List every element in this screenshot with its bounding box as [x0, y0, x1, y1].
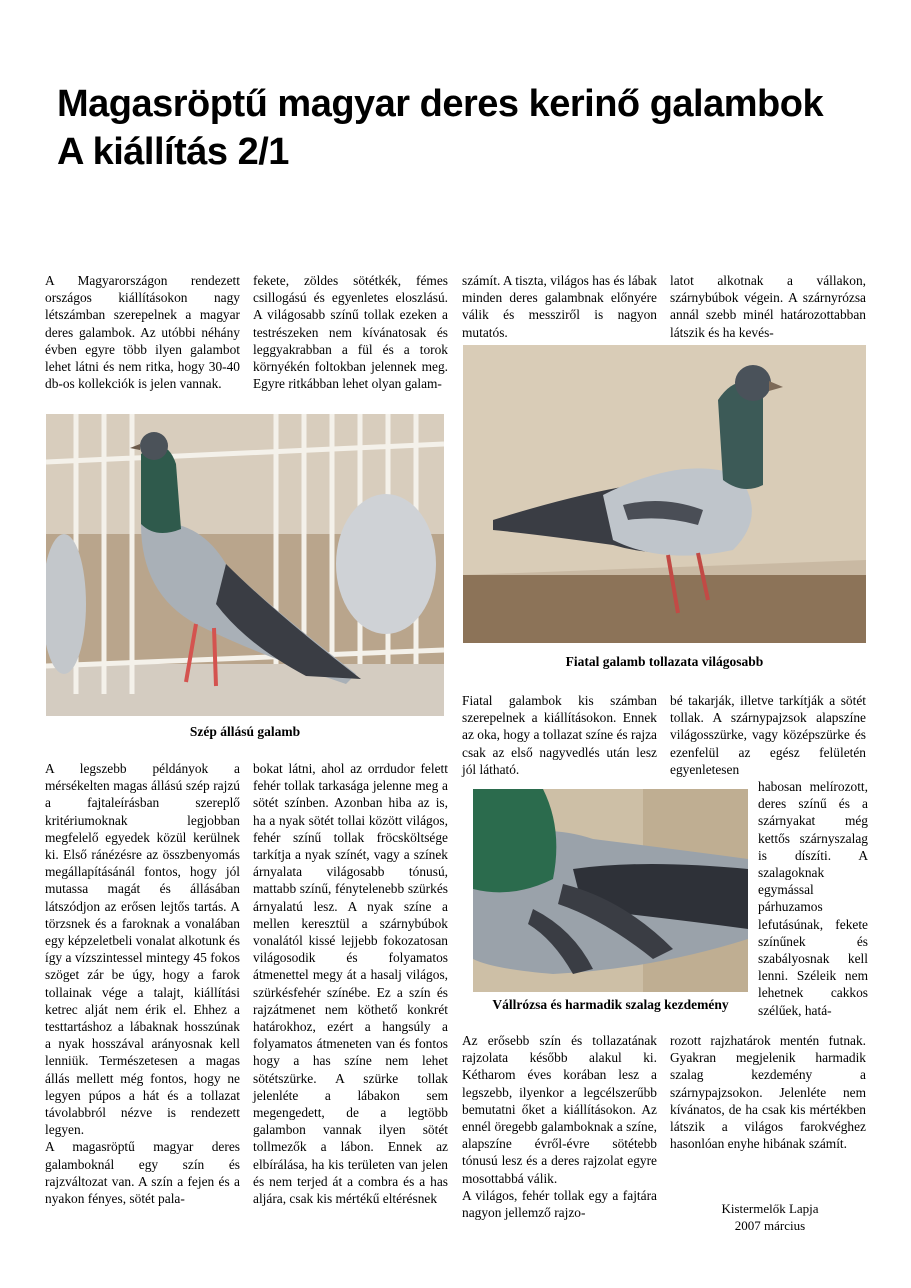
title-line-1: Magasröptű magyar deres kerinő galambok	[57, 83, 824, 125]
paragraph: A Magyarországon rendezett országos kiállításokon nagy létszámban szerepelnek a magyar deres galambok. Az utóbbi néhány évben egyre több ilyen galambot lehet látni és nem ritka, hogy 30-40 db-os kollekciók is jelen vannak.	[45, 273, 240, 392]
photo-young-pigeon	[463, 345, 866, 643]
paragraph: bokat látni, ahol az orrdudor felett fehér tollak tarkasága jelenne meg a sötét színben. Azonban hiba az is, ha a nyak sötét tollai között világos, fehér színű tollak fröcsköltsége tarkítja a nyak színét, vagy a színek árnyalata világosabb tónusú, mattabb színű, fénytelenebb szürkés árnyalatú lesz. A nyak színe a mellen keresztül a szárnybúbok vonalától kissé lejjebb fokozatosan világosodik és folyamatos átmenettel megy át a hasalj világos, szürkésfehér színébe. Ez a szín és rajzátmenet nem köthető konkrét határokhoz, ezért a hangsúly a folyamatos átmeneten van és fontos hogy a has színe nem lehet sötétszürke. A szürke tollak jelenléte a lábakon sem megengedett, de a legtöbb galambon vannak ilyen sötét tollmezők a lábon. Ennek az elbírálása, ha kis területen van jelen és nem terjed át a combra és a has aljára, csak kis mértékű eltérésnek	[253, 761, 448, 1207]
column-3-top	[462, 272, 657, 341]
footer-source	[690, 1200, 850, 1234]
photo-wing-detail-image	[473, 789, 748, 992]
paragraph: Az erősebb szín és tollazatának rajzolata később alakul ki. Kétharom éves korában lesz a legszebb, ilyenkor a legcélszerűbb bemutatni őket a kiállításokon. Az ennél öregebb galamboknak a színe, alapszíne évről-évre sötétebb tónusú lesz és a deres rajzolat egyre mosottabbá válik.	[462, 1033, 657, 1186]
column-2-bottom	[253, 760, 448, 1207]
column-3-middle	[462, 692, 657, 778]
caption-photo-3: Vállrózsa és harmadik szalag kezdemény	[492, 997, 729, 1012]
column-1-bottom	[45, 760, 240, 1207]
column-2-top	[253, 272, 448, 392]
column-4-narrow	[758, 778, 868, 1019]
footer-date: 2007 március	[734, 1218, 806, 1233]
paragraph: számít. A tiszta, világos has és lábak minden deres galambnak előnyére válik és messziről is nagyon mutatós.	[462, 273, 657, 340]
paragraph: habosan melírozott, deres színű és a szárnyakat még kettős szárnyszalag is díszíti. A szalagoknak egymással párhuzamos lefutásúnak, fekete színűnek és szabályosnak kell lenni. Széleik nem lehetnek cakkos szélűek, hatá-	[758, 779, 868, 1018]
paragraph: bé takarják, illetve tarkítják a sötét tollak. A szárnypajzsok alapszíne világosszürke, vagy középszürke és ezenfelül az egész felületén egyenletesen	[670, 693, 866, 777]
paragraph: fekete, zöldes sötétkék, fémes csillogású és egyenletes eloszlású. A világosabb színű tollak ezeken a testrészeken nem kívánatosak és leggyakrabban a fül és a torok környékén foltokban jelennek meg. Egyre ritkábban lehet olyan galam-	[253, 273, 448, 392]
photo-wing-detail	[473, 789, 748, 992]
photo-pigeon-in-cage	[46, 414, 444, 716]
column-1-top	[45, 272, 240, 392]
column-4-top	[670, 272, 866, 341]
caption-photo-2: Fiatal galamb tollazata világosabb	[565, 654, 764, 669]
article-title	[57, 80, 823, 176]
column-4-bottom	[670, 1032, 866, 1152]
paragraph: latot alkotnak a vállakon, szárnybúbok végein. A szárnyrózsa annál szebb minél határozottabban látszik és ha kevés-	[670, 273, 866, 340]
paragraph: rozott rajzhatárok mentén futnak. Gyakran megjelenik harmadik szalag kezdemény a szárnypajzsokon. Jelenléte nem kívánatos, de ha csak kis mértékben látszik a világos farokvéghez hasonlóan enyhe hibának számít.	[670, 1033, 866, 1152]
paragraph: A világos, fehér tollak egy a fajtára nagyon jellemző rajzo-	[462, 1187, 657, 1221]
caption-photo-1: Szép állású galamb	[189, 724, 301, 739]
photo-young-pigeon-image	[463, 345, 866, 643]
column-3-bottom	[462, 1032, 657, 1221]
paragraph: A magasröptű magyar deres galamboknál egy szín és rajzváltozat van. A szín a fejen és a nyakon fényes, sötét pala-	[45, 1139, 240, 1207]
footer-publication: Kistermelők Lapja	[721, 1201, 819, 1216]
paragraph: A legszebb példányok a mérsékelten magas állású szép rajzú a fajtaleírásban szereplő kritériumoknak legjobban megfelelő egyedek közül kerülnek ki. Első ránézésre az összbenyomás megállapításánál fontos, hogy jól mutassa magát és állásában látszódjon az erősen lejtős tartás. A törzsnek és a faroknak a vonalában egy képzeletbeli vonalat alkotunk és így a vízszintessel mintegy 45 fokos szöget zár be úgy, hogy a farok tollainak vége a talajt, kiállítási ketrec alját nem érik el. Ehhez a testtartáshoz a lábaknak hosszúnak a nyak hosszával arányosnak kell lenniük. Természetesen a magas állás mellett még fontos, hogy ne legyen púpos a hát és a tollazat távolabbról nézve is rendezett legyen.	[45, 761, 240, 1138]
paragraph: Fiatal galambok kis számban szerepelnek a kiállításokon. Ennek az oka, hogy a tollazat színe és rajza csak az első nagyvedlés után lesz jól látható.	[462, 693, 657, 777]
photo-pigeon-in-cage-image	[46, 414, 444, 716]
title-line-2: A kiállítás 2/1	[57, 131, 289, 173]
column-4-middle	[670, 692, 866, 778]
